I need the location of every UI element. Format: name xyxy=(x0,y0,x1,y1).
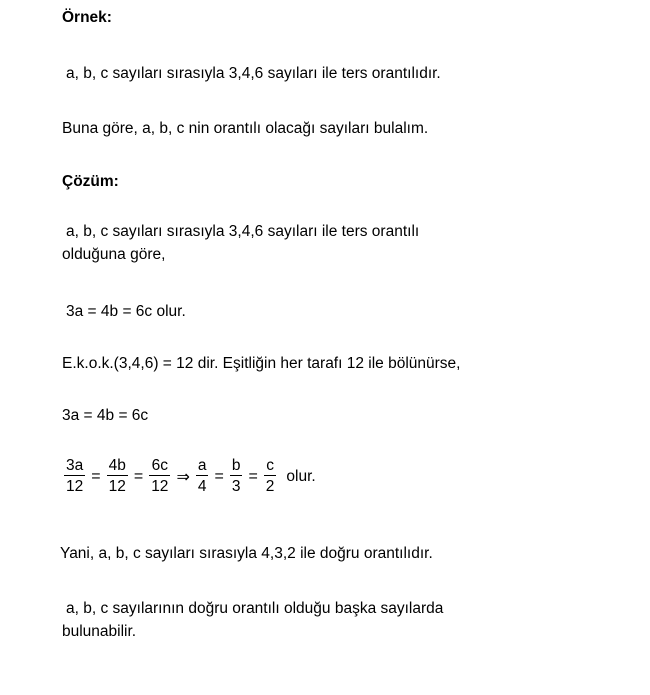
fraction-4b-12 xyxy=(107,456,128,498)
denominator: 12 xyxy=(108,478,126,495)
problem-statement: a, b, c sayıları sırasıyla 3,4,6 sayıları ile ters orantılıdır. xyxy=(66,65,441,82)
conclusion-line: Yani, a, b, c sayıları sırasıyla 4,3,2 ile doğru orantılıdır. xyxy=(60,545,433,562)
problem-question: Buna göre, a, b, c nin orantılı olacağı sayıları bulalım. xyxy=(62,120,429,137)
equation-2: 3a = 4b = 6c xyxy=(62,407,149,424)
ekok-statement: E.k.o.k.(3,4,6) = 12 dir. Eşitliğin her tarafı 12 ile bölünürse, xyxy=(62,355,461,372)
fraction-equation xyxy=(62,456,316,498)
denominator: 4 xyxy=(197,478,207,495)
numerator: a xyxy=(197,457,207,474)
denominator: 12 xyxy=(66,478,84,495)
fraction-b-3 xyxy=(230,456,243,498)
numerator: 6c xyxy=(151,457,168,474)
solution-text-line2: olduğuna göre, xyxy=(62,246,166,263)
denominator: 12 xyxy=(151,478,169,495)
equation-1: 3a = 4b = 6c olur. xyxy=(66,303,186,320)
denominator: 3 xyxy=(231,478,241,495)
solution-title: Çözüm: xyxy=(62,173,119,190)
final-note-line1: a, b, c sayılarının doğru orantılı olduğu başka sayılarda xyxy=(66,600,444,617)
numerator: 3a xyxy=(66,457,84,474)
fraction-a-4 xyxy=(196,456,209,498)
olur-text: olur. xyxy=(286,468,316,485)
equals-sign: = xyxy=(248,468,258,485)
final-note-line2: bulunabilir. xyxy=(62,623,137,640)
fraction-3a-12 xyxy=(64,456,85,498)
fraction-6c-12 xyxy=(149,456,170,498)
equals-sign: = xyxy=(133,468,144,485)
numerator: c xyxy=(266,457,274,474)
equals-sign: = xyxy=(91,468,101,485)
solution-text-line1: a, b, c sayıları sırasıyla 3,4,6 sayıları ile ters orantılı xyxy=(66,223,420,240)
fraction-c-2 xyxy=(264,456,277,498)
implies-arrow: ⇒ xyxy=(176,469,190,486)
numerator: 4b xyxy=(108,457,126,474)
example-title: Örnek: xyxy=(62,9,112,26)
equals-sign: = xyxy=(214,468,224,485)
denominator: 2 xyxy=(265,478,275,495)
numerator: b xyxy=(231,457,241,474)
